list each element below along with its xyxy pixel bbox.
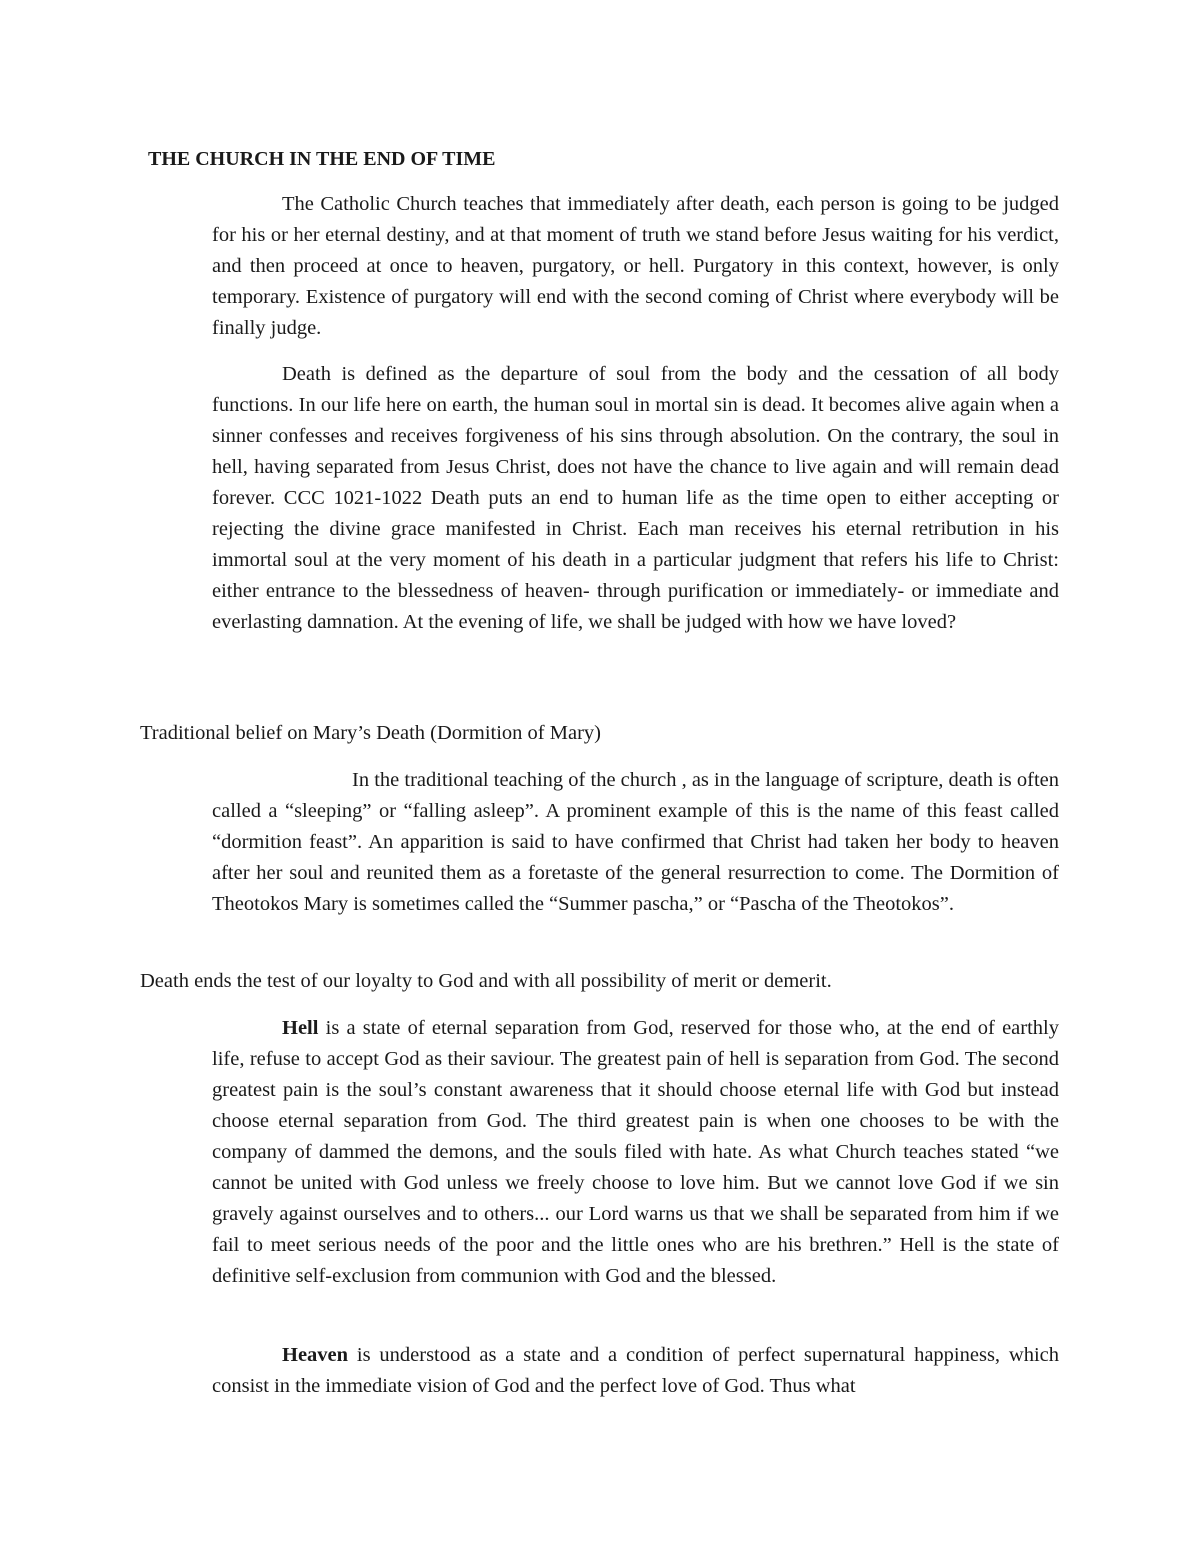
term-heaven: Heaven [282,1344,349,1366]
paragraph-death-definition: Death is defined as the departure of soul from the body and the cessation of all body functions. In our life here on earth, the human soul in mortal sin is dead. It becomes alive again when a sinner confesses and receives forgiveness of his sins through absolution. On the contrary, the soul in hell, having separated from Jesus Christ, does not have the chance to live again and will remain dead forever. CCC 1021-1022 Death puts an end to human life as the time open to either accepting or rejecting the divine grace manifested in Christ. Each man receives his eternal retribution in his immortal soul at the very moment of his death in a particular judgment that refers his life to Christ: either entrance to the blessedness of heaven- through purification or immediately- or immediate and everlasting damnation. At the evening of life, we shall be judged with how we have loved? [212,363,1059,633]
paragraph-hell-text: is a state of eternal separation from God, reserved for those who, at the end of earthly life, refuse to accept God as their saviour. The greatest pain of hell is separation from God. The second greatest pain is the soul’s constant awareness that it should choose eternal life with God but instead choose eternal separation from God. The third greatest pain is when one chooses to be with the company of dammed the demons, and the souls filed with hate. As what Church teaches stated “we cannot be united with God unless we freely choose to love him. But we cannot love God if we sin gravely against ourselves and to others... our Lord warns us that we shall be separated from him if we fail to meet serious needs of the poor and the little ones who are his brethren.” Hell is the state of definitive self-exclusion from communion with God and the blessed. [212,1017,1059,1287]
paragraph-dormition: In the traditional teaching of the church , as in the language of scripture, death is often called a “sleeping” or “falling asleep”. A prominent example of this is the name of this feast called “dormition feast”. An apparition is said to have confirmed that Christ had taken her body to heaven after her soul and reunited them as a foretaste of the general resurrection to come. The Dormition of Theotokos Mary is sometimes called the “Summer pascha,” or “Pascha of the Theotokos”. [212,769,1059,915]
paragraph-judgment: The Catholic Church teaches that immediately after death, each person is going to be judged for his or her eternal destiny, and at that moment of truth we stand before Jesus waiting for his verdict, and then proceed at once to heaven, purgatory, or hell. Purgatory in this context, however, is only temporary. Existence of purgatory will end with the second coming of Christ where everybody will be finally judge. [212,193,1059,339]
term-hell: Hell [282,1017,319,1039]
paragraph-heaven-text: is understood as a state and a condition of perfect supernatural happiness, which consist in the immediate vision of God and the perfect love of God. Thus what [212,1344,1059,1397]
paragraph-heaven [212,1340,1059,1402]
section-heading-loyalty: Death ends the test of our loyalty to God and with all possibility of merit or demerit. [140,970,832,992]
document-title: THE CHURCH IN THE END OF TIME [148,148,496,170]
paragraph-hell [212,1013,1059,1292]
section-heading-dormition: Traditional belief on Mary’s Death (Dormition of Mary) [140,722,601,744]
